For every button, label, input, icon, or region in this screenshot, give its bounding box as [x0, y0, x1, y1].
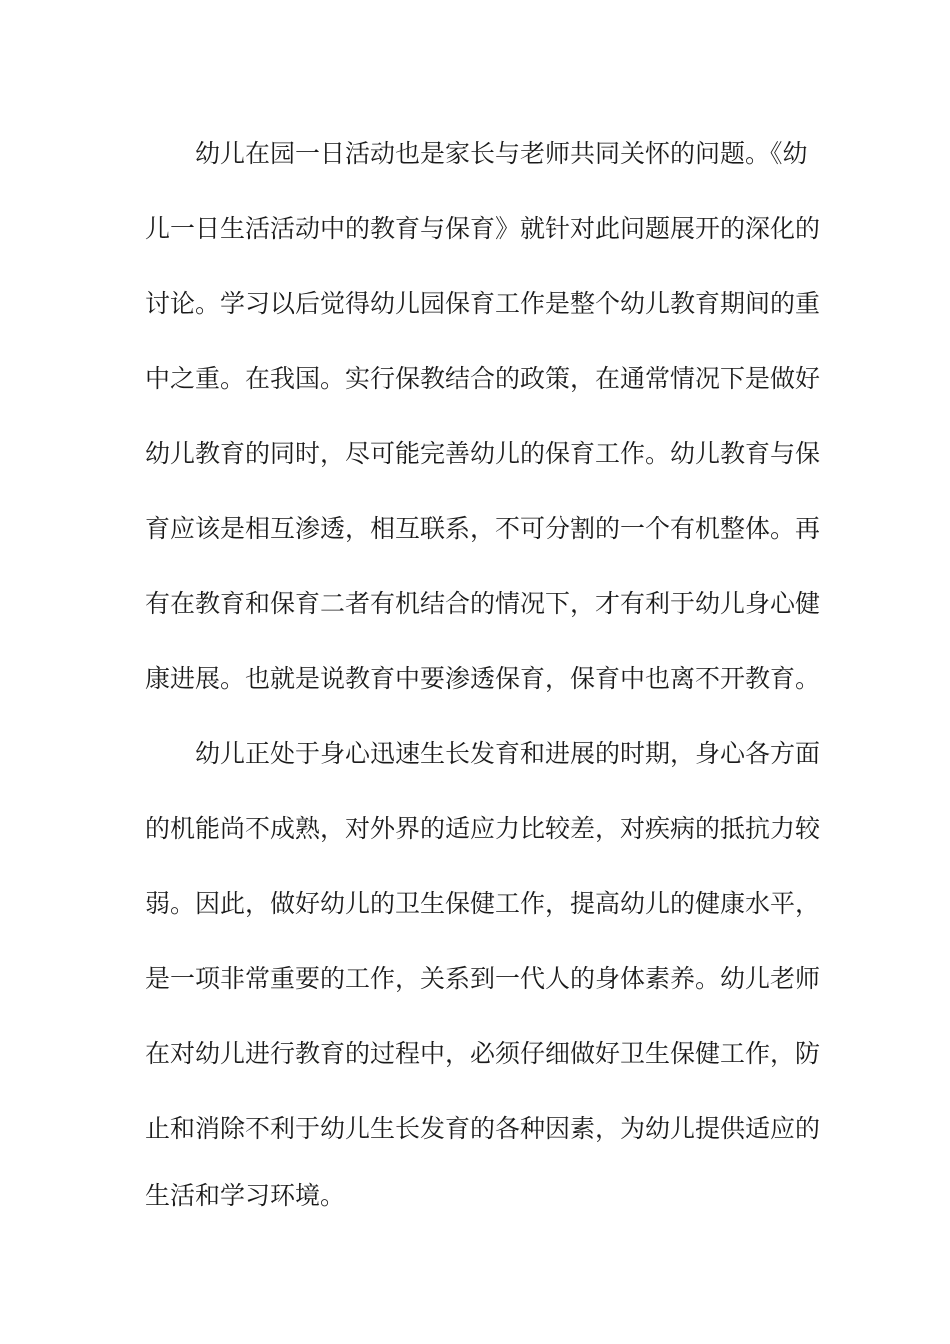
paragraph-2-line-3: 弱。因此，做好幼儿的卫生保健工作，提高幼儿的健康水平，	[145, 889, 821, 918]
paragraph-1-line-6: 育应该是相互渗透，相互联系，不可分割的一个有机整体。再	[145, 514, 821, 543]
paragraph-1-line-5: 幼儿教育的同时，尽可能完善幼儿的保育工作。幼儿教育与保	[145, 439, 821, 468]
paragraph-1-line-8: 康进展。也就是说教育中要渗透保育，保育中也离不开教育。	[145, 664, 821, 693]
paragraph-2-line-1: 幼儿正处于身心迅速生长发育和进展的时期，身心各方面	[195, 739, 821, 768]
paragraph-1-line-3: 讨论。学习以后觉得幼儿园保育工作是整个幼儿教育期间的重	[145, 289, 821, 318]
paragraph-1-line-4: 中之重。在我国。实行保教结合的政策，在通常情况下是做好	[145, 364, 821, 393]
paragraph-1-line-7: 有在教育和保育二者有机结合的情况下，才有利于幼儿身心健	[145, 589, 821, 618]
paragraph-1-line-2: 儿一日生活活动中的教育与保育》就针对此问题展开的深化的	[145, 214, 821, 243]
paragraph-2-line-5: 在对幼儿进行教育的过程中，必须仔细做好卫生保健工作，防	[145, 1039, 821, 1068]
paragraph-1-line-1: 幼儿在园一日活动也是家长与老师共同关怀的问题。《幼	[195, 139, 808, 168]
paragraph-2-line-4: 是一项非常重要的工作，关系到一代人的身体素养。幼儿老师	[145, 964, 821, 993]
paragraph-2-line-2: 的机能尚不成熟，对外界的适应力比较差，对疾病的抵抗力较	[145, 814, 821, 843]
paragraph-2-line-7: 生活和学习环境。	[145, 1181, 346, 1210]
paragraph-2-line-6: 止和消除不利于幼儿生长发育的各种因素，为幼儿提供适应的	[145, 1114, 821, 1143]
